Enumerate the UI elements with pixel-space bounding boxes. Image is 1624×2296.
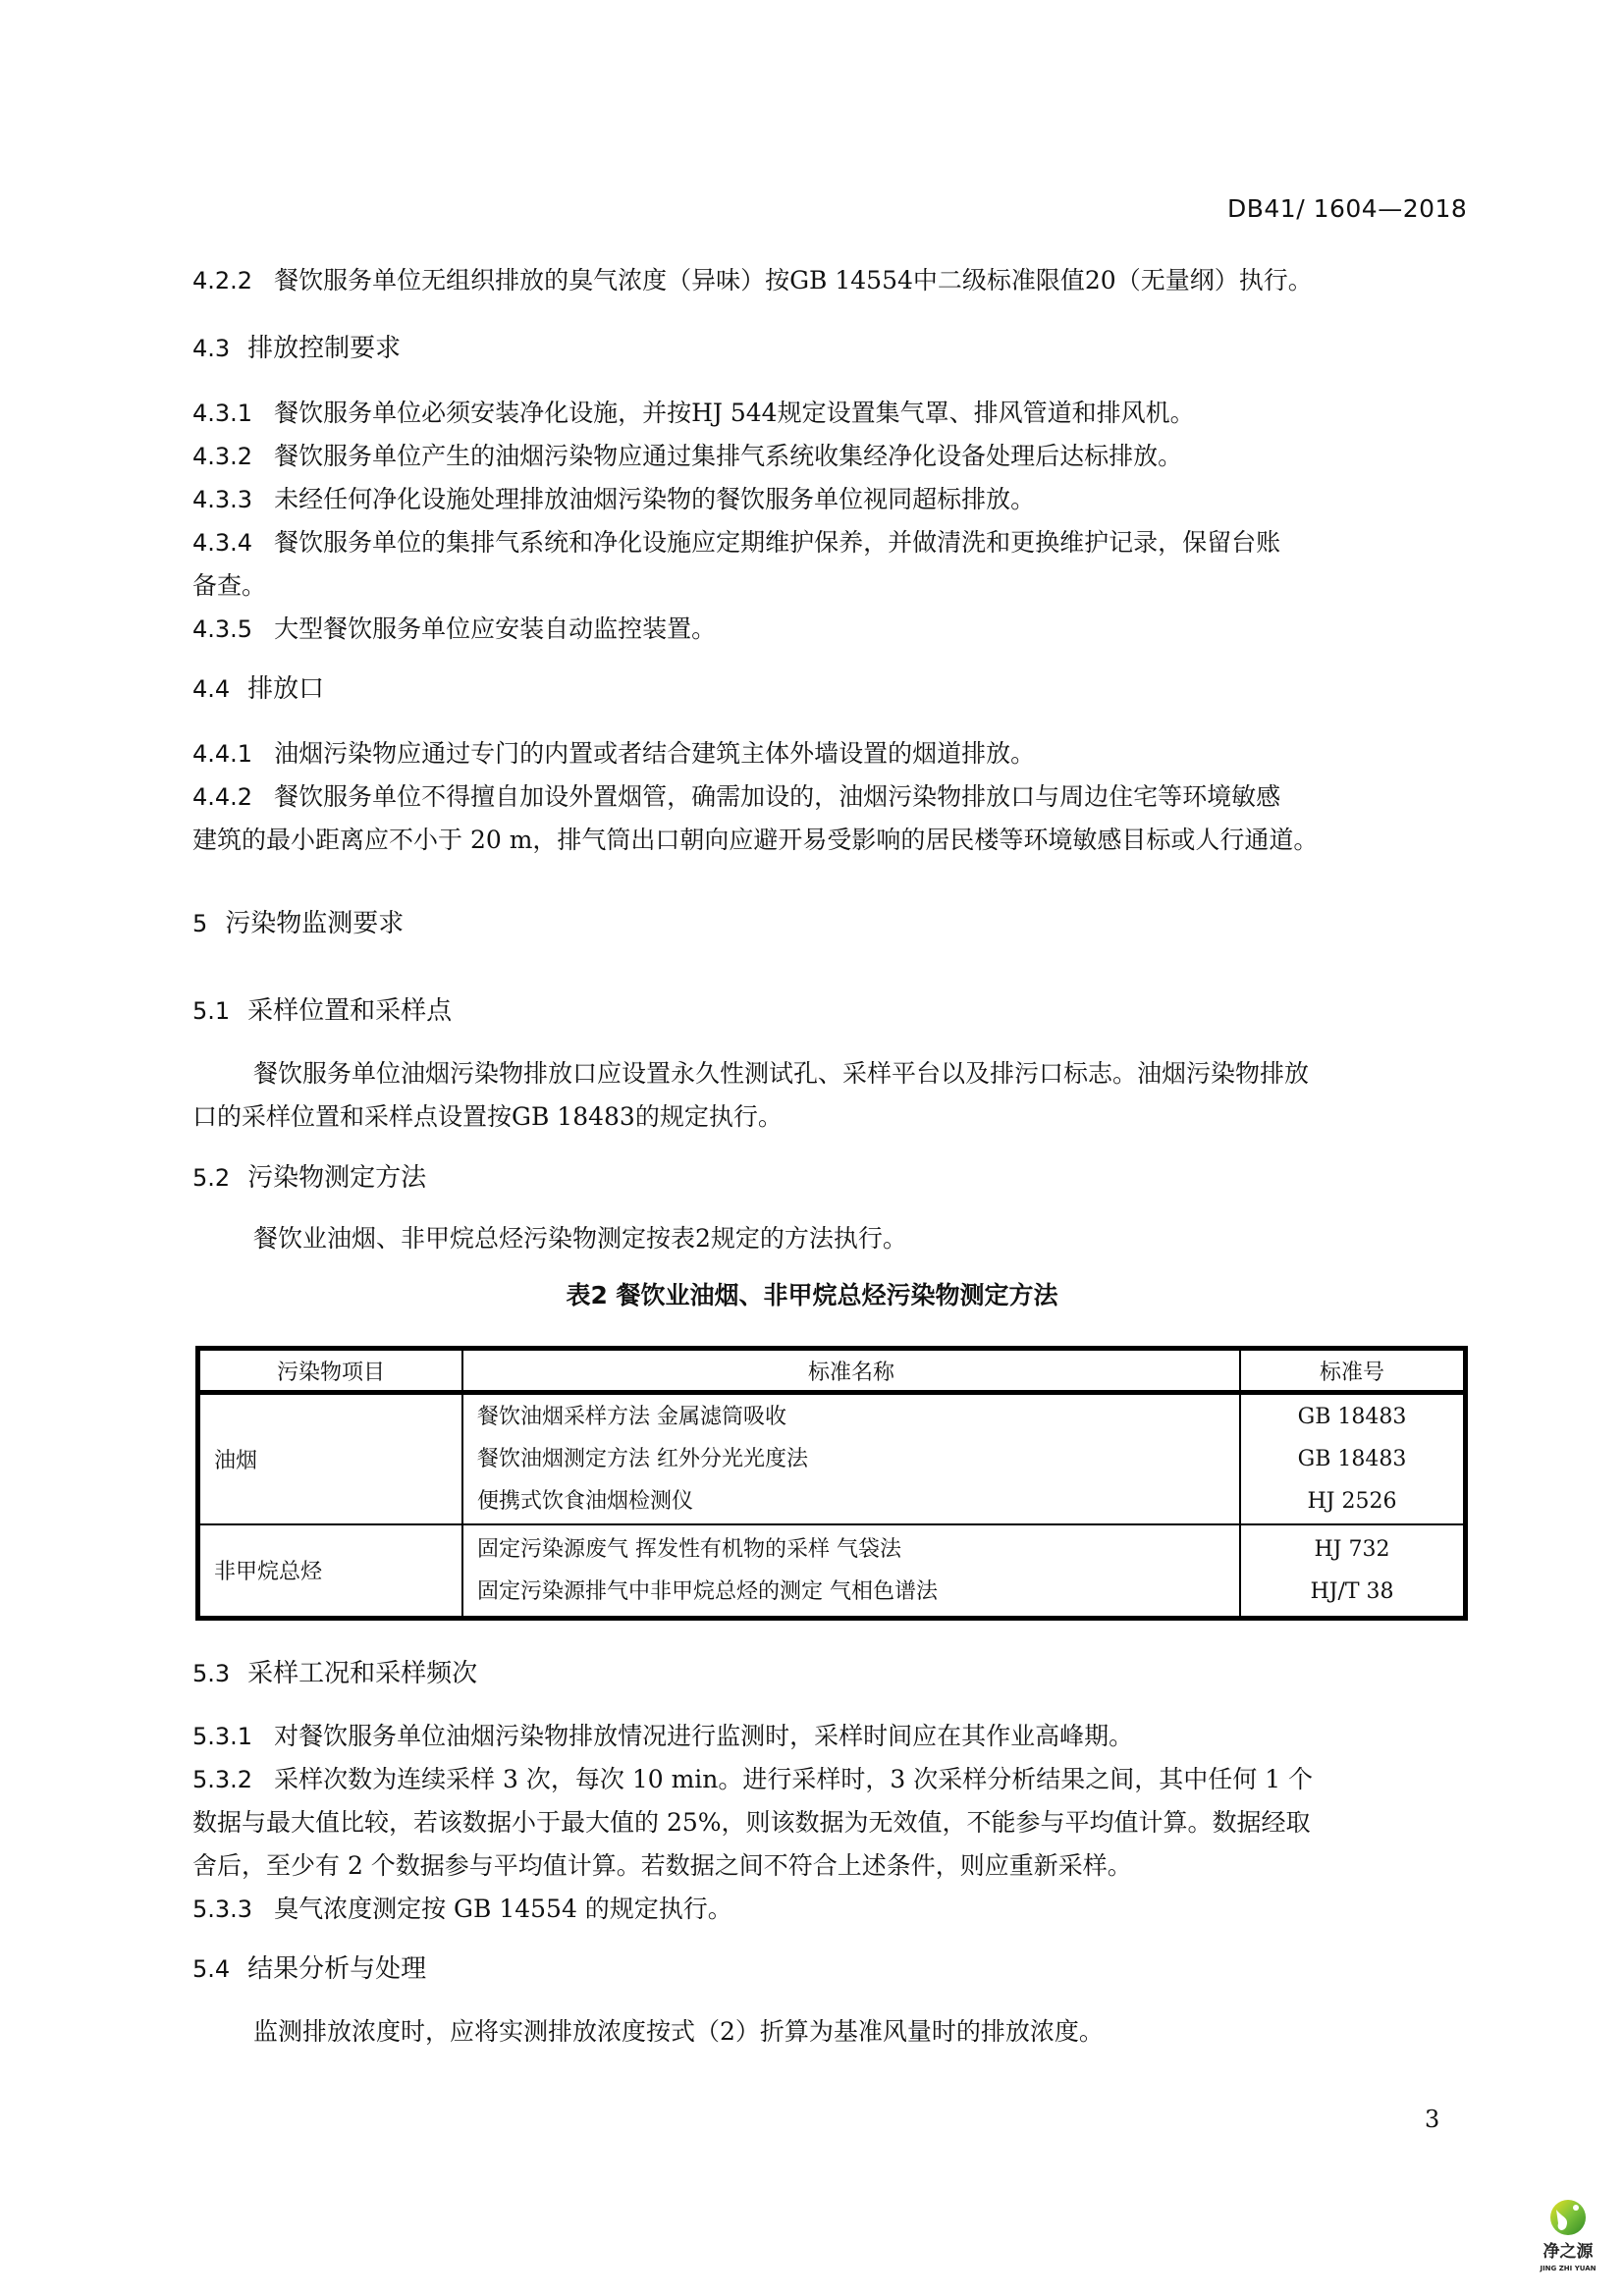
clause-number: 5.3.3: [192, 1896, 253, 1923]
clause-4-3-4: [192, 521, 1280, 564]
standard-name-cell: [462, 1393, 1240, 1524]
header-standard-name: 标准名称: [462, 1349, 1240, 1393]
section-title: 污染物监测要求: [225, 909, 405, 938]
section-heading-5-2: [192, 1156, 426, 1200]
clause-number: 4.2.2: [192, 267, 253, 294]
standard-name: 固定污染源排气中非甲烷总烃的测定 气相色谱法: [477, 1578, 938, 1604]
clause-4-2-2: [192, 259, 1313, 302]
paragraph-5-2: 餐饮业油烟、非甲烷总烃污染物测定按表2规定的方法执行。: [253, 1224, 907, 1253]
section-title: 采样工况和采样频次: [247, 1659, 478, 1688]
clause-4-4-2-cont: 建筑的最小距离应不小于 20 m，排气筒出口朝向应避开易受影响的居民楼等环境敏感目标或人行通道。: [192, 826, 1319, 854]
standard-number: GB 18483: [1297, 1404, 1407, 1429]
section-title: 结果分析与处理: [247, 1954, 427, 1984]
clause-5-3-2-cont2: 舍后，至少有 2 个数据参与平均值计算。若数据之间不符合上述条件，则应重新采样。: [192, 1851, 1132, 1880]
clause-number: 4.3.2: [192, 443, 253, 470]
clause-4-4-2: [192, 775, 1280, 819]
section-number: 5.2: [192, 1164, 231, 1192]
clause-4-3-5: [192, 608, 716, 651]
standard-name: 餐饮油烟采样方法 金属滤筒吸收: [477, 1404, 786, 1429]
document-number: DB41/ 1604—2018: [1227, 194, 1468, 223]
clause-number: 5.3.2: [192, 1766, 253, 1793]
company-logo: [1527, 2196, 1609, 2286]
clause-text: 餐饮服务单位产生的油烟污染物应通过集排气系统收集经净化设备处理后达标排放。: [274, 442, 1183, 470]
section-heading-5-4: [192, 1948, 426, 1991]
clause-text: 采样次数为连续采样 3 次，每次 10 min。进行采样时，3 次采样分析结果之间，其中任何 1 个: [274, 1765, 1314, 1793]
standard-number: HJ 2526: [1307, 1488, 1397, 1514]
paragraph-5-1: 餐饮服务单位油烟污染物排放口应设置永久性测试孔、采样平台以及排污口标志。油烟污染物排放: [253, 1059, 1310, 1088]
section-number: 4.4: [192, 675, 231, 703]
paragraph-5-1-cont: 口的采样位置和采样点设置按GB 18483的规定执行。: [192, 1102, 783, 1131]
table-row: [198, 1524, 1466, 1619]
clause-number: 4.3.5: [192, 615, 253, 643]
clause-text: 大型餐饮服务单位应安装自动监控装置。: [274, 614, 717, 643]
clause-text: 餐饮服务单位无组织排放的臭气浓度（异味）按GB 14554中二级标准限值20（无量纲）执行。: [274, 266, 1313, 294]
section-number: 5: [192, 910, 208, 937]
methods-table: [195, 1346, 1468, 1621]
clause-text: 餐饮服务单位必须安装净化设施，并按HJ 544规定设置集气罩、排风管道和排风机。: [274, 399, 1195, 427]
table-caption: 表2 餐饮业油烟、非甲烷总烃污染物测定方法: [566, 1281, 1058, 1309]
clause-text: 油烟污染物应通过专门的内置或者结合建筑主体外墙设置的烟道排放。: [274, 739, 1036, 768]
page-number: 3: [1425, 2106, 1440, 2133]
clause-4-3-2: [192, 435, 1182, 478]
section-heading-5: [192, 902, 404, 945]
clause-text: 餐饮服务单位的集排气系统和净化设施应定期维护保养，并做清洗和更换维护记录，保留台账: [274, 528, 1281, 557]
standard-name: 便携式饮食油烟检测仪: [477, 1488, 694, 1514]
clause-number: 5.3.1: [192, 1723, 253, 1750]
clause-text: 餐饮服务单位不得擅自加设外置烟管，确需加设的，油烟污染物排放口与周边住宅等环境敏感: [274, 782, 1281, 811]
standard-name: 餐饮油烟测定方法 红外分光光度法: [477, 1446, 808, 1471]
section-heading-5-3: [192, 1652, 477, 1695]
section-title: 排放口: [247, 674, 325, 704]
table-row: [198, 1393, 1466, 1524]
header-pollutant: 污染物项目: [198, 1349, 463, 1393]
clause-text: 臭气浓度测定按 GB 14554 的规定执行。: [274, 1895, 732, 1923]
clause-4-3-3: [192, 478, 1035, 521]
clause-text: 对餐饮服务单位油烟污染物排放情况进行监测时，采样时间应在其作业高峰期。: [274, 1722, 1134, 1750]
clause-text: 未经任何净化设施处理排放油烟污染物的餐饮服务单位视同超标排放。: [274, 485, 1036, 513]
section-heading-4-3: [192, 327, 401, 370]
leaf-logo-icon: [1527, 2196, 1609, 2286]
pollutant-cell: 油烟: [198, 1393, 463, 1524]
table-header-row: [198, 1349, 1466, 1393]
clause-5-3-1: [192, 1715, 1133, 1758]
clause-4-3-4-cont: 备查。: [192, 571, 267, 600]
svg-text:JING ZHI YUAN: JING ZHI YUAN: [1540, 2265, 1597, 2272]
paragraph-5-4: 监测排放浓度时，应将实测排放浓度按式（2）折算为基准风量时的排放浓度。: [253, 2017, 1104, 2046]
clause-number: 4.3.3: [192, 486, 253, 513]
clause-number: 4.3.4: [192, 529, 253, 557]
pollutant-cell: 非甲烷总烃: [198, 1524, 463, 1619]
standard-number: HJ 732: [1314, 1536, 1390, 1562]
standard-number: HJ/T 38: [1310, 1578, 1394, 1604]
section-heading-5-1: [192, 989, 452, 1033]
section-heading-4-4: [192, 667, 324, 711]
clause-number: 4.4.1: [192, 740, 253, 768]
clause-5-3-3: [192, 1888, 732, 1931]
clause-number: 4.3.1: [192, 400, 253, 427]
section-number: 5.1: [192, 997, 231, 1025]
standard-number-cell: [1240, 1524, 1466, 1619]
clause-4-3-1: [192, 392, 1195, 435]
clause-5-3-2-cont: 数据与最大值比较，若该数据小于最大值的 25%，则该数据为无效值，不能参与平均值计算。数据经取: [192, 1808, 1311, 1837]
clause-number: 4.4.2: [192, 783, 253, 811]
clause-5-3-2: [192, 1758, 1313, 1801]
svg-text:净之源: 净之源: [1543, 2242, 1594, 2262]
standard-name-cell: [462, 1524, 1240, 1619]
standard-number: GB 18483: [1297, 1446, 1407, 1471]
section-number: 5.4: [192, 1955, 231, 1983]
standard-name: 固定污染源废气 挥发性有机物的采样 气袋法: [477, 1536, 901, 1562]
clause-4-4-1: [192, 732, 1035, 775]
section-number: 4.3: [192, 335, 231, 362]
section-title: 排放控制要求: [247, 334, 402, 363]
section-number: 5.3: [192, 1660, 231, 1687]
standard-number-cell: [1240, 1393, 1466, 1524]
section-title: 采样位置和采样点: [247, 996, 453, 1026]
header-standard-number: 标准号: [1240, 1349, 1466, 1393]
section-title: 污染物测定方法: [247, 1163, 427, 1193]
